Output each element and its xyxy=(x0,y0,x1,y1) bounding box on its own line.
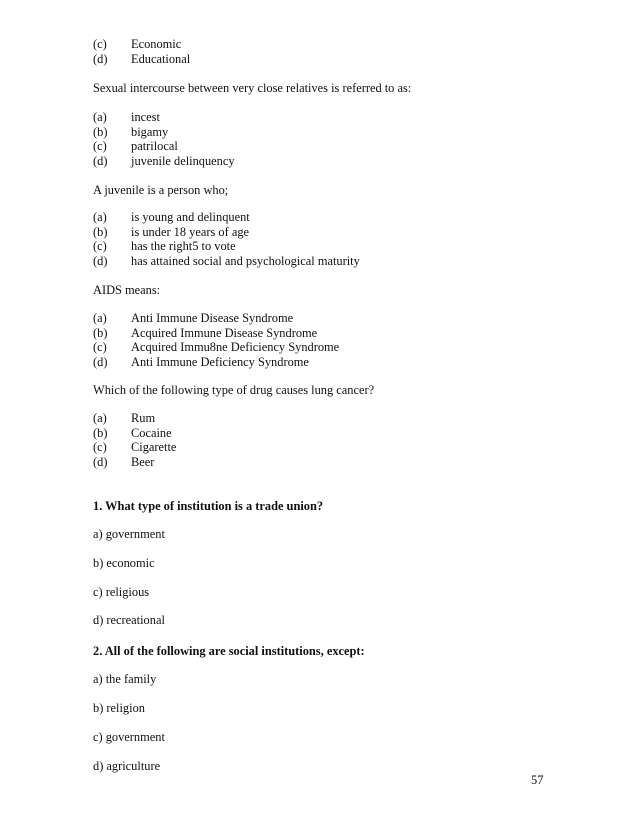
option: (c) has the right5 to vote xyxy=(93,239,236,254)
option: (c) Acquired Immu8ne Deficiency Syndrome xyxy=(93,340,340,355)
answer-option: a) government xyxy=(93,527,165,541)
option: (a) is young and delinquent xyxy=(93,210,250,224)
answer-option: c) government xyxy=(93,730,165,744)
option: (d) juvenile delinquency xyxy=(93,153,235,168)
option: (d) has attained social and psychological maturity xyxy=(93,253,360,268)
question-stem: Sexual intercourse between very close relatives is referred to as: xyxy=(93,81,412,95)
option: (c) patrilocal xyxy=(93,139,178,154)
answer-option: c) religious xyxy=(93,585,150,599)
question-stem: A juvenile is a person who; xyxy=(93,183,229,197)
option: (c) Economic xyxy=(93,37,182,51)
option-list xyxy=(93,110,593,168)
page-number: 57 xyxy=(531,773,544,787)
option-list xyxy=(93,411,593,469)
answer-option: b) economic xyxy=(93,556,155,570)
option: (a) Rum xyxy=(93,411,156,425)
option: (b) Cocaine xyxy=(93,425,172,440)
numbered-question-stem: 1. What type of institution is a trade union? xyxy=(93,499,324,513)
option: (d) Beer xyxy=(93,454,155,469)
option: (d) Anti Immune Deficiency Syndrome xyxy=(93,354,309,369)
question-stem: Which of the following type of drug causes lung cancer? xyxy=(93,383,375,397)
answer-option: d) agriculture xyxy=(93,759,161,773)
option-list xyxy=(93,311,593,369)
option-list xyxy=(93,210,593,268)
option: (b) bigamy xyxy=(93,124,169,139)
option: (b) Acquired Immune Disease Syndrome xyxy=(93,325,318,340)
option: (a) incest xyxy=(93,110,160,124)
option: (d) Educational xyxy=(93,51,191,66)
answer-option: b) religion xyxy=(93,701,145,715)
option: (a) Anti Immune Disease Syndrome xyxy=(93,311,294,325)
continued-options xyxy=(93,37,593,66)
option: (c) Cigarette xyxy=(93,440,177,455)
answer-option: a) the family xyxy=(93,672,157,686)
question-stem: AIDS means: xyxy=(93,283,161,297)
option: (b) is under 18 years of age xyxy=(93,224,250,239)
answer-option: d) recreational xyxy=(93,613,165,627)
numbered-question-stem: 2. All of the following are social institutions, except: xyxy=(93,644,365,658)
